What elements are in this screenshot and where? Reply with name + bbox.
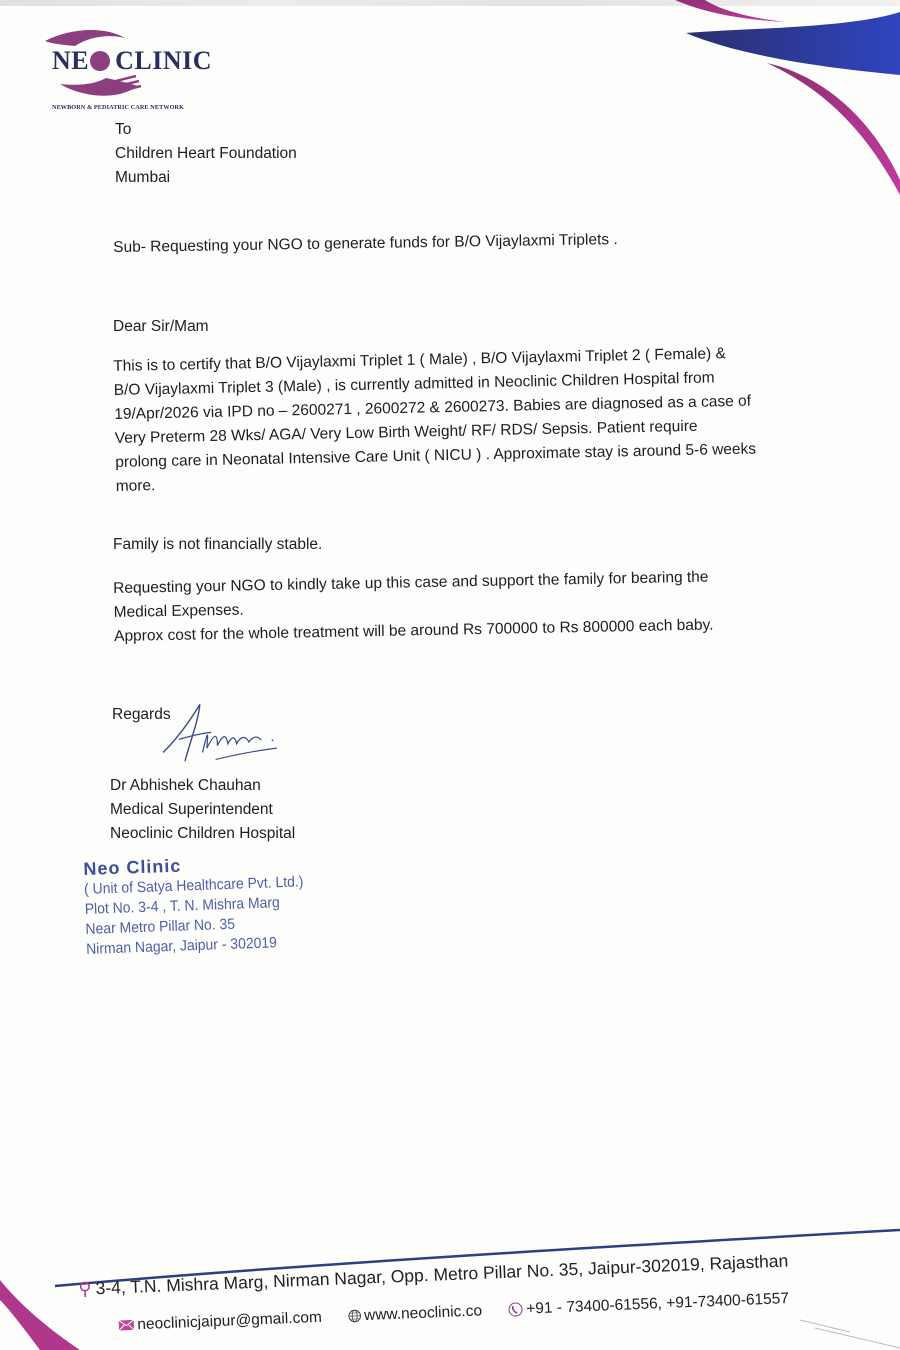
clinic-logo — [40, 26, 213, 114]
recipient-name: Children Heart Foundation — [115, 145, 297, 162]
logo-tagline: NEWBORN & PEDIATRIC CARE NETWORK — [52, 104, 185, 111]
subject-line: Sub- Requesting your NGO to generate funds for B/O Vijaylaxmi Triplets . — [113, 231, 618, 256]
footer-phones[interactable]: +91 - 73400-61556, +91-73400-61557 — [508, 1290, 789, 1318]
financial-status-paragraph: Family is not financially stable. — [113, 536, 323, 553]
footer-address-text: 3-4, T.N. Mishra Marg, Nirman Nagar, Opp. Metro Pillar No. 35, Jaipur-302019, Rajasthan — [95, 1250, 789, 1299]
clinic-stamp — [83, 850, 322, 960]
email-icon — [118, 1320, 134, 1332]
to-label: To — [115, 121, 132, 138]
paragraph-line: Requesting your NGO to kindly take up this case and support the family for bearing the — [113, 568, 709, 597]
request-paragraph — [113, 563, 834, 649]
signer-block — [110, 774, 295, 846]
paragraph-line: Approx cost for the whole treatment will be around Rs 700000 to Rs 800000 each baby. — [113, 616, 714, 645]
paragraph-line: This is to certify that B/O Vijaylaxmi Triplet 1 ( Male) , B/O Vijaylaxmi Triplet 2 ( Female) & — [113, 345, 727, 375]
recipient-city: Mumbai — [115, 169, 171, 186]
stamp-title: Neo Clinic — [83, 855, 182, 879]
greeting: Dear Sir/Mam — [113, 318, 209, 335]
logo-wordmark: NE CLINIC — [52, 46, 213, 75]
certification-paragraph — [113, 340, 836, 499]
regards-label: Regards — [112, 706, 171, 723]
header-swoosh-decoration — [600, 0, 900, 200]
footer-swoosh-magenta — [0, 1280, 80, 1350]
signer-name: Dr Abhishek Chauhan — [110, 777, 261, 794]
phone-icon — [508, 1302, 524, 1318]
recipient-block — [115, 118, 297, 190]
logo-o-circle — [90, 51, 110, 71]
paragraph-line: Very Preterm 28 Wks/ AGA/ Very Low Birth Weight/ RF/ RDS/ Sepsis. Patient require — [114, 417, 698, 447]
paragraph-line: more. — [115, 477, 156, 495]
handwritten-signature — [150, 700, 290, 770]
stamp-line: Near Metro Pillar No. 35 — [85, 915, 236, 938]
stamp-line: ( Unit of Satya Healthcare Pvt. Ltd.) — [83, 873, 304, 898]
location-pin-icon: ⚲ — [78, 1278, 93, 1299]
signer-title: Medical Superintendent — [110, 801, 273, 818]
paragraph-line: 19/Apr/2026 via IPD no – 2600271 , 2600272 & 2600273. Babies are diagnosed as a case of — [114, 392, 752, 423]
swoosh-blue — [686, 12, 900, 75]
swoosh-magenta-bottom — [767, 63, 900, 195]
stamp-line: Plot No. 3-4 , T. N. Mishra Marg — [84, 894, 281, 918]
paragraph-line: Medical Expenses. — [113, 601, 244, 621]
paragraph-line: B/O Vijaylaxmi Triplet 3 (Male) , is currently admitted in Neoclinic Children Hospital from — [113, 369, 715, 399]
footer-email[interactable]: neoclinicjaipur@gmail.com — [118, 1309, 326, 1334]
stamp-line: Nirman Nagar, Jaipur - 302019 — [85, 934, 278, 958]
signer-organization: Neoclinic Children Hospital — [110, 825, 296, 842]
globe-icon — [348, 1310, 362, 1324]
swoosh-magenta-top — [675, 0, 785, 22]
footer-website[interactable]: www.neoclinic.co — [348, 1302, 487, 1325]
paragraph-line: prolong care in Neonatal Intensive Care Unit ( NICU ) . Approximate stay is around 5-6 weeks — [115, 440, 757, 471]
